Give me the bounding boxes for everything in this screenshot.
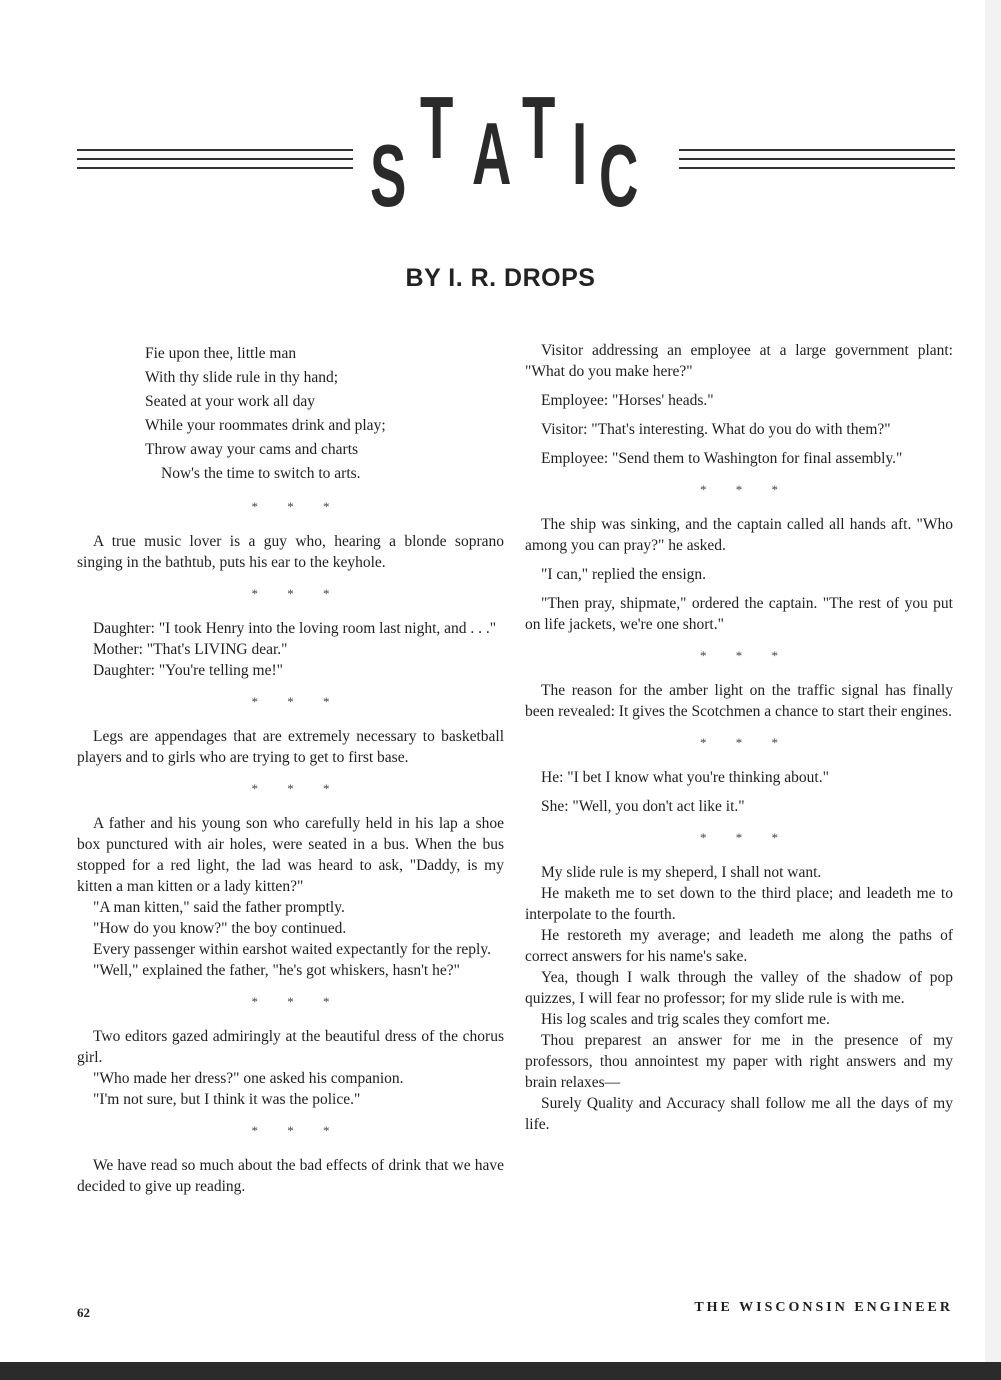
scan-edge — [985, 0, 1001, 1380]
separator: * * * — [251, 586, 330, 601]
joke-paragraph: The reason for the amber light on the traffic signal has finally been revealed: It gives the Scotchmen a chance to start their engines. — [525, 682, 953, 720]
title-letter: C — [599, 126, 639, 225]
psalm-line: His log scales and trig scales they comfort me. — [541, 1011, 830, 1028]
joke-paragraph: Two editors gazed admiringly at the beautiful dress of the chorus girl. — [77, 1028, 504, 1066]
psalm-line: Yea, though I walk through the valley of the shadow of pop quizzes, I will fear no professor; for my slide rule is with me. — [525, 969, 953, 1007]
poem-line: With thy slide rule in thy hand; — [145, 369, 339, 386]
joke-paragraph: "Well," explained the father, "he's got whiskers, hasn't he?" — [93, 962, 460, 979]
joke-paragraph: Employee: "Horses' heads." — [541, 392, 714, 409]
separator: * * * — [251, 694, 330, 709]
separator: * * * — [700, 648, 778, 663]
joke-paragraph: A father and his young son who carefully held in his lap a shoe box punctured with air holes, were seated in a bus. When the bus stopped for a red light, the lad was heard to ask, "Daddy, is my kitten a man kitten or a lady kitten?" — [77, 815, 504, 895]
joke-paragraph: He: "I bet I know what you're thinking about." — [541, 769, 829, 786]
joke-paragraph: "A man kitten," said the father promptly. — [93, 899, 345, 916]
separator: * * * — [700, 830, 778, 845]
poem — [77, 342, 504, 486]
title-letter: I — [572, 104, 588, 203]
separator: * * * — [251, 499, 330, 514]
psalm-line: My slide rule is my sheperd, I shall not want. — [541, 864, 822, 881]
joke-paragraph: Mother: "That's LIVING dear." — [93, 641, 288, 658]
joke-paragraph: "How do you know?" the boy continued. — [93, 920, 347, 937]
poem-line: Seated at your work all day — [145, 393, 316, 410]
separator: * * * — [251, 781, 330, 796]
joke-paragraph: "I can," replied the ensign. — [541, 566, 707, 583]
separator: * * * — [700, 735, 778, 750]
joke-paragraph: "Who made her dress?" one asked his companion. — [93, 1070, 404, 1087]
joke-paragraph: A true music lover is a guy who, hearing a blonde soprano singing in the bathtub, puts his ear to the keyhole. — [77, 533, 504, 571]
title-letter: T — [420, 78, 454, 177]
title-letter: T — [522, 78, 556, 177]
separator: * * * — [251, 994, 330, 1009]
joke-paragraph: "I'm not sure, but I think it was the police." — [93, 1091, 361, 1108]
page-number: 62 — [77, 1305, 90, 1320]
left-column — [77, 340, 504, 1197]
joke-paragraph: Employee: "Send them to Washington for final assembly." — [541, 450, 903, 467]
joke-paragraph: The ship was sinking, and the captain called all hands aft. "Who among you can pray?" he asked. — [525, 516, 953, 554]
psalm-line: He restoreth my average; and leadeth me along the paths of correct answers for his name's sake. — [525, 927, 953, 965]
joke-paragraph: Daughter: "You're telling me!" — [93, 662, 283, 679]
psalm-line: Thou preparest an answer for me in the presence of my professors, thou annointest my paper with right answers and my brain relaxes— — [525, 1032, 953, 1091]
separator: * * * — [251, 1123, 330, 1138]
poem-line: Fie upon thee, little man — [145, 345, 297, 362]
title-rule-right — [679, 149, 955, 171]
psalm-line: He maketh me to set down to the third place; and leadeth me to interpolate to the fourth. — [525, 885, 953, 923]
poem-line: Now's the time to switch to arts. — [161, 465, 361, 482]
title-letter: S — [370, 126, 407, 225]
title-rule-left — [77, 149, 353, 171]
poem-line: While your roommates drink and play; — [145, 417, 386, 434]
poem-line: Throw away your cams and charts — [145, 441, 359, 458]
scan-bottom-edge — [0, 1362, 1001, 1380]
joke-paragraph: Every passenger within earshot waited expectantly for the reply. — [93, 941, 491, 958]
joke-paragraph: "Then pray, shipmate," ordered the captain. "The rest of you put on life jackets, we're one short." — [525, 595, 953, 633]
joke-paragraph: We have read so much about the bad effects of drink that we have decided to give up reading. — [77, 1157, 504, 1195]
joke-paragraph: Daughter: "I took Henry into the loving room last night, and . . ." — [93, 620, 497, 637]
title-letter: A — [472, 104, 512, 203]
page-title — [362, 78, 672, 228]
right-column — [525, 340, 953, 1135]
joke-paragraph: Visitor addressing an employee at a large government plant: "What do you make here?" — [525, 342, 953, 380]
separator: * * * — [700, 482, 778, 497]
joke-paragraph: Visitor: "That's interesting. What do you do with them?" — [541, 421, 891, 438]
joke-paragraph: She: "Well, you don't act like it." — [541, 798, 745, 815]
byline: BY I. R. DROPS — [405, 264, 596, 292]
publication-name: THE WISCONSIN ENGINEER — [694, 1300, 953, 1315]
joke-paragraph: Legs are appendages that are extremely necessary to basketball players and to girls who are trying to get to first base. — [77, 728, 504, 766]
psalm-line: Surely Quality and Accuracy shall follow me all the days of my life. — [525, 1095, 953, 1133]
